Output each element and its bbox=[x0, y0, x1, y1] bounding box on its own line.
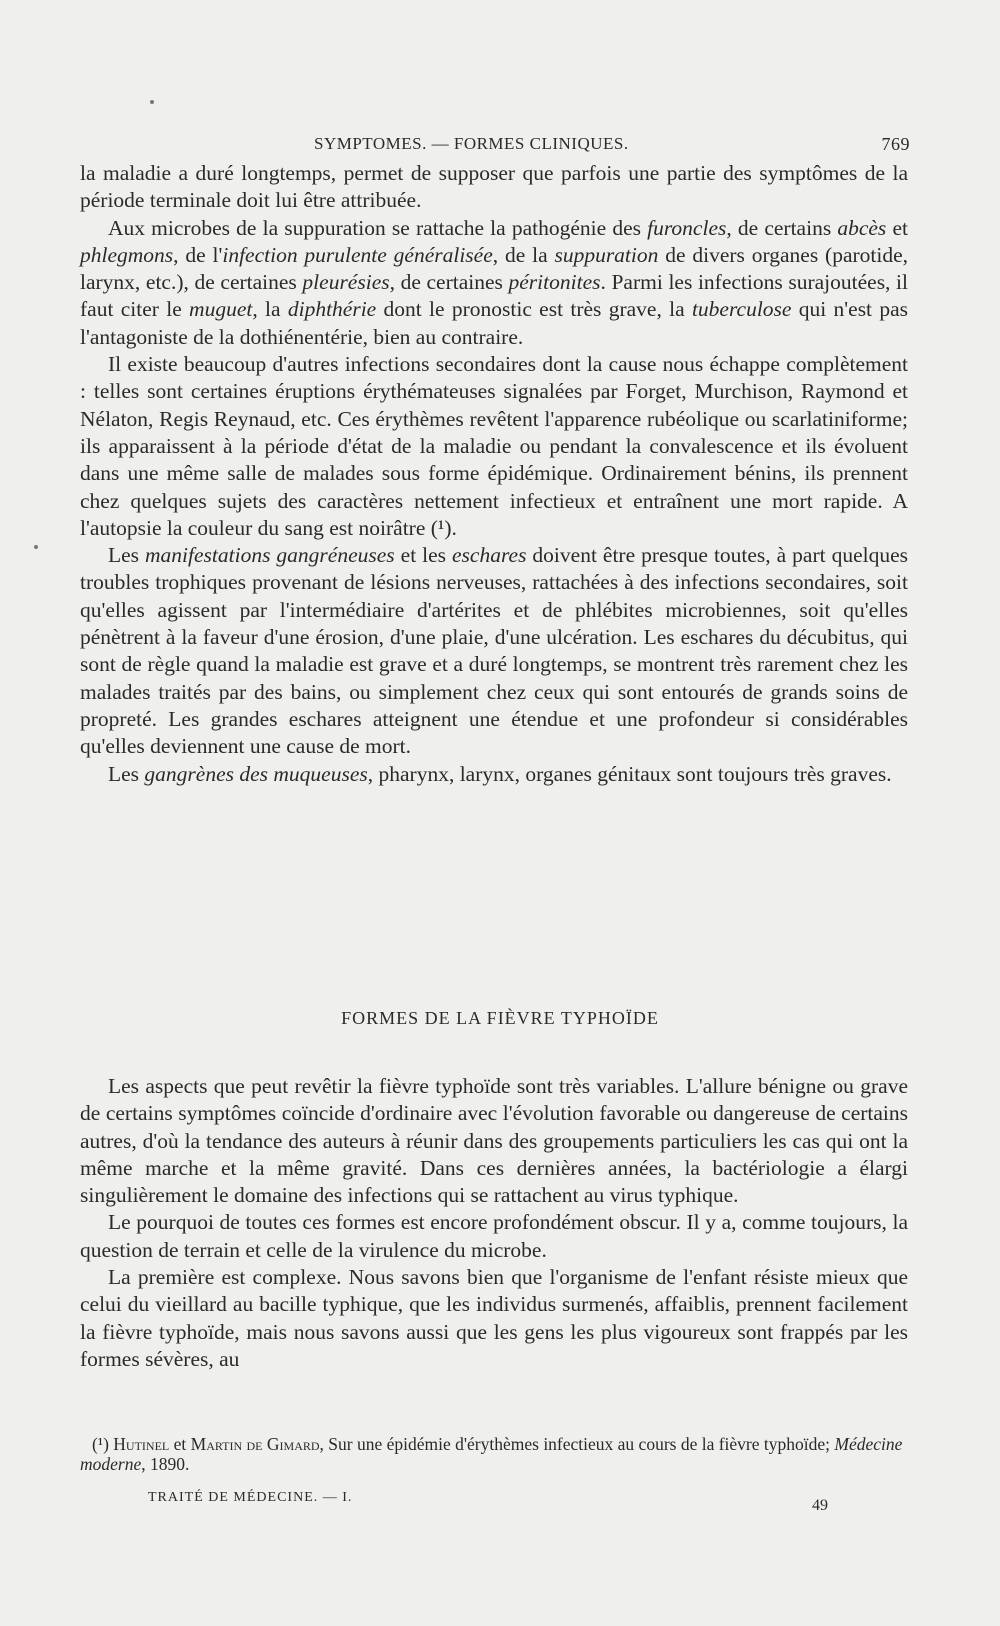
paragraph: Il existe beaucoup d'autres infections secondaires dont la cause nous échappe complètement : telles sont certaines éruptions érythémateuses signalées par Forget, Murchison, Raymond et Nélaton, Regis Reynaud, etc. Ces érythèmes revêtent l'apparence rubéolique ou scarlatiniforme; ils apparaissent à la période d'état de la maladie ou pendant la convalescence et ils évoluent dans une même salle de malades sous forme épidémique. Ordinairement bénins, ils prennent chez quelques sujets des caractères nettement infectieux et entraînent une mort rapide. A l'autopsie la couleur du sang est noirâtre (¹). bbox=[80, 352, 908, 540]
paragraph: la maladie a duré longtemps, permet de supposer que parfois une partie des symptômes de la période terminale doit lui être attribuée. bbox=[80, 161, 908, 213]
paragraph: La première est complexe. Nous savons bien que l'organisme de l'enfant résiste mieux que celui du vieillard au bacille typhique, que les individus surmenés, affaiblis, prennent facilement la fièvre typhoïde, mais nous savons aussi que les gens les plus vigoureux sont frappés par les formes sévères, au bbox=[80, 1265, 908, 1371]
print-speck bbox=[34, 545, 38, 549]
signature-number: 49 bbox=[812, 1497, 828, 1514]
footnote: (¹) Hutinel et Martin de Gimard, Sur une épidémie d'érythèmes infectieux au cours de la fièvre typhoïde; Médecine moderne, 1890. bbox=[80, 1434, 903, 1474]
print-speck bbox=[150, 100, 154, 104]
page-number: 769 bbox=[881, 134, 910, 154]
running-head-title: SYMPTOMES. — FORMES CLINIQUES. bbox=[314, 134, 629, 153]
paragraph: Les gangrènes des muqueuses, pharynx, larynx, organes génitaux sont toujours très graves. bbox=[108, 761, 892, 786]
section-heading: FORMES DE LA FIÈVRE TYPHOÏDE bbox=[341, 1008, 659, 1028]
body-text bbox=[80, 160, 908, 788]
section-body-text bbox=[80, 1073, 908, 1373]
paragraph: Aux microbes de la suppuration se rattache la pathogénie des furoncles, de certains abcès et phlegmons, de l'infection purulente généralisée, de la suppuration de divers organes (parotide, larynx, etc.), de certaines pleurésies, de certaines péritonites. Parmi les infections surajoutées, il faut citer le muguet, la diphthérie dont le pronostic est très grave, la tuberculose qui n'est pas l'antagoniste de la dothiénentérie, bien au contraire. bbox=[80, 215, 909, 349]
signature-footer: TRAITÉ DE MÉDECINE. — I. bbox=[148, 1490, 353, 1505]
paragraph: Les aspects que peut revêtir la fièvre typhoïde sont très variables. L'allure bénigne ou grave de certains symptômes coïncide d'ordinaire avec l'évolution favorable ou dangereuse de certains autres, d'où la tendance des auteurs à réunir dans des groupements particuliers les cas qui ont la même marche et la même gravité. Dans ces dernières années, la bactériologie a élargi singulièrement le domaine des infections qui se rattachent au virus typhique. bbox=[80, 1074, 908, 1208]
paragraph: Le pourquoi de toutes ces formes est encore profondément obscur. Il y a, comme toujours, la question de terrain et celle de la virulence du microbe. bbox=[80, 1210, 908, 1262]
paragraph: Les manifestations gangréneuses et les eschares doivent être presque toutes, à part quelques troubles trophiques provenant de lésions nerveuses, rattachées à des infections secondaires, soit qu'elles agissent par l'intermédiaire d'artérites et de phlébites microbiennes, soit qu'elles pénètrent à la faveur d'une érosion, d'une plaie, d'une ulcération. Les eschares du décubitus, qui sont de règle quand la maladie est grave et a duré longtemps, se montrent très rarement chez les malades traités par des bains, ou simplement chez ceux qui sont entourés de grands soins de propreté. Les grandes eschares atteignent une étendue et une profondeur si considérables qu'elles deviennent une cause de mort. bbox=[80, 543, 909, 759]
